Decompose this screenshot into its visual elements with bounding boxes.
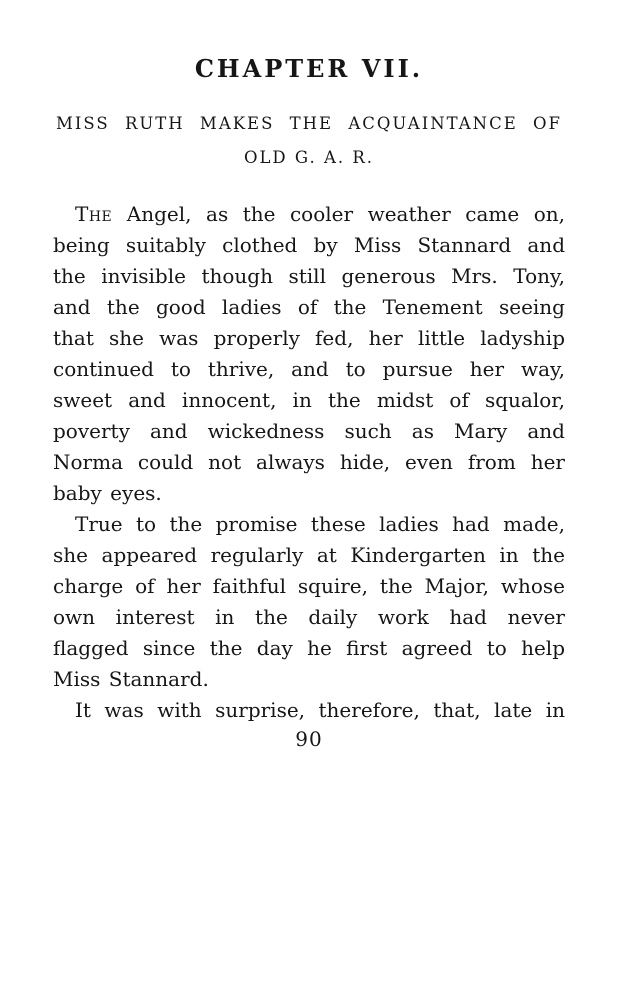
- text-line: It was with surprise, therefore, that, late in: [75, 697, 565, 722]
- text-line: the invisible though still generous Mrs. Tony,: [53, 263, 565, 288]
- text-line: that she was properly fed, her little ladyship: [53, 325, 565, 350]
- text-line: sweet and innocent, in the midst of squalor,: [53, 387, 565, 412]
- text-line: she appeared regularly at Kindergarten in the: [53, 542, 565, 567]
- text-line: continued to thrive, and to pursue her way,: [53, 356, 565, 381]
- chapter-subtitle: [56, 114, 562, 168]
- subtitle-line-2: OLD G. A. R.: [243, 148, 375, 168]
- body-text: [53, 199, 565, 726]
- text-line: charge of her faithful squire, the Major, whose: [53, 573, 565, 598]
- text-line: being suitably clothed by Miss Stannard and: [53, 232, 565, 257]
- text-line: and the good ladies of the Tenement seeing: [53, 294, 565, 319]
- lead-word-smallcaps: The: [75, 201, 113, 226]
- text-line: Norma could not always hide, even from her: [53, 449, 565, 474]
- text-line: flagged since the day he first agreed to help: [53, 635, 565, 660]
- text-line: own interest in the daily work had never: [53, 604, 565, 629]
- text-line: True to the promise these ladies had made,: [75, 511, 565, 536]
- text-line: baby eyes.: [53, 480, 162, 505]
- text-line: Miss Stannard.: [53, 666, 209, 691]
- subtitle-line-1: MISS RUTH MAKES THE ACQUAINTANCE OF: [56, 114, 562, 134]
- text-line: [53, 199, 565, 230]
- page-number: 90: [295, 726, 323, 751]
- chapter-heading: CHAPTER VII.: [194, 54, 424, 83]
- text-line: poverty and wickedness such as Mary and: [53, 418, 565, 443]
- line-text: Angel, as the cooler weather came on,: [112, 201, 565, 226]
